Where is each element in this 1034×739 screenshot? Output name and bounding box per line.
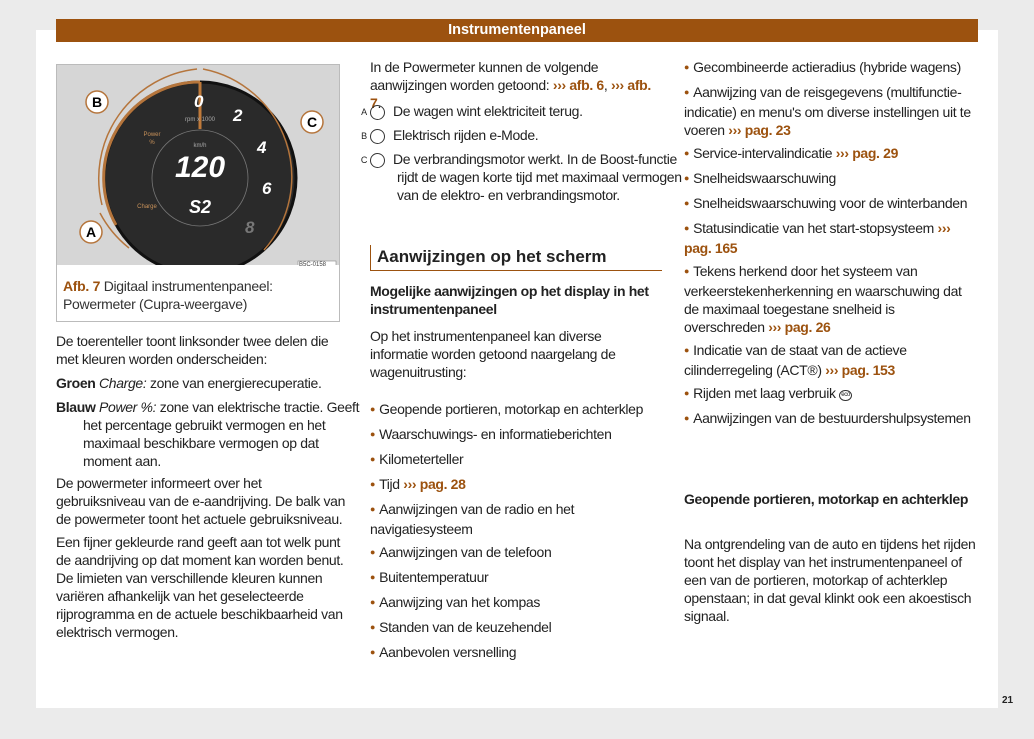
gauge-illustration <box>57 65 339 265</box>
col3-p: Na ontgrendeling van de auto en tijdens het rijden toont het display van het instrumentenpaneel of een van de portieren, motorkap of achterklep openstaan; in dat geval klinkt ook een akoestisch signaal. <box>684 536 976 624</box>
tick-2: 2 <box>233 106 243 125</box>
col1-p1: De toerenteller toont linksonder twee delen die met kleuren worden onderscheiden: <box>56 333 329 367</box>
speed-unit: km/h <box>193 143 207 149</box>
callout-c: C <box>306 114 318 130</box>
list-item: ● Buitentemperatuur <box>370 568 662 588</box>
callout-b: B <box>91 94 103 110</box>
list-item: ● Waarschuwings- en informatieberichten <box>370 425 662 445</box>
gear: S2 <box>188 197 212 217</box>
legend-c: C De verbrandingsmotor werkt. In de Boost-functie rijdt de wagen korte tijd met maximaal vermogen van de elektro- en verbrandingsmotor. <box>360 151 682 203</box>
link-pag-28[interactable]: ››› pag. 28 <box>403 476 466 492</box>
col2-subheading: Mogelijke aanwijzingen op het display in het instrumentenpaneel <box>370 283 649 317</box>
link-pag-153[interactable]: ››› pag. 153 <box>825 362 895 378</box>
link-pag-29[interactable]: ››› pag. 29 <box>835 145 899 161</box>
section-header: Instrumentenpaneel <box>56 19 978 42</box>
power-label: Power <box>143 132 161 138</box>
link-pag-26[interactable]: ››› pag. 26 <box>768 319 831 335</box>
page-number: 21 <box>1002 695 1014 706</box>
link-pag-165[interactable]: ››› pag. 165 <box>684 220 951 256</box>
col1-groen: Groen Charge: zone van energierecuperatie. <box>56 375 322 391</box>
list-item: ● Rijden met laag verbruik eco <box>684 384 978 404</box>
link-afb-7[interactable]: ››› afb. 7 <box>370 77 651 111</box>
col3-bullets <box>684 58 978 434</box>
col2-p: Op het instrumentenpaneel kan diverse informatie worden getoond naargelang de wagenuitrusting: <box>370 328 616 380</box>
link-pag-23[interactable]: ››› pag. 23 <box>728 122 791 138</box>
speed: 120 <box>174 151 226 184</box>
list-item: ● Standen van de keuzehendel <box>370 618 662 638</box>
list-item: ● Tekens herkend door het systeem van verkeerstekenherkenning en waarschuwing dat de maximaal toegestane snelheid is overschreden ››› pag. 26 <box>684 262 978 336</box>
col3-subheading: Geopende portieren, motorkap en achterklep <box>684 491 969 507</box>
col1-p3: Een fijner gekleurde rand geeft aan tot welk punt de aandrijving op dat moment kan worden benut. De limieten van verschillende kleuren kunnen variëren afhankelijk van het geselecteerde rijprogramma en de actuele beschikbaarheid van elektrisch vermogen. <box>56 534 344 640</box>
list-item: ● Aanbevolen versnelling <box>370 643 662 663</box>
list-item: ● Statusindicatie van het start-stopsysteem ››› pag. 165 <box>684 219 978 257</box>
link-afb-6[interactable]: ››› afb. 6 <box>552 77 604 93</box>
col1-p2: De powermeter informeert over het gebruiksniveau van de e-aandrijving. De balk van de powermeter toont het actuele gebruiksniveau. <box>56 475 346 527</box>
section-heading: Aanwijzingen op het scherm <box>370 245 662 271</box>
figure-code: B5C-0158 <box>299 262 327 268</box>
figure-caption: Afb. 7 Digitaal instrumentenpaneel: Powermeter (Cupra-weergave) <box>63 278 273 312</box>
list-item: ● Kilometerteller <box>370 450 662 470</box>
list-item: ● Indicatie van de staat van de actieve cilinderregeling (ACT®) ››› pag. 153 <box>684 341 978 379</box>
list-item: ● Geopende portieren, motorkap en achterklep <box>370 400 662 420</box>
legend-a: A De wagen wint elektriciteit terug. <box>361 103 583 119</box>
list-item: ● Snelheidswaarschuwing voor de winterbanden <box>684 194 978 214</box>
legend-b: B Elektrisch rijden e-Mode. <box>361 127 539 143</box>
charge-label: Charge <box>137 204 157 210</box>
list-item: ● Aanwijzingen van de radio en het navigatiesysteem <box>370 500 662 538</box>
col2-intro: In de Powermeter kunnen de volgende aanwijzingen worden getoond: ››› afb. 6, ››› afb. 7. <box>370 59 651 111</box>
col2-bullets <box>370 400 662 668</box>
list-item: ● Snelheidswaarschuwing <box>684 169 978 189</box>
tick-4: 4 <box>257 138 267 157</box>
list-item: ● Aanwijzingen van de telefoon <box>370 543 662 563</box>
list-item: ● Service-intervalindicatie ››› pag. 29 <box>684 144 978 164</box>
list-item: ● Gecombineerde actieradius (hybride wagens) <box>684 58 978 78</box>
figure-powermeter <box>56 64 340 322</box>
tick-8: 8 <box>245 218 255 237</box>
power-unit: % <box>149 140 155 146</box>
tick-0: 0 <box>194 92 204 111</box>
callout-a: A <box>85 224 97 240</box>
list-item: ● Aanwijzingen van de bestuurdershulpsystemen <box>684 409 978 429</box>
rpm-unit: rpm x 1000 <box>184 117 216 123</box>
list-item: ● Tijd ››› pag. 28 <box>370 475 662 495</box>
list-item: ● Aanwijzing van het kompas <box>370 593 662 613</box>
list-item: ● Aanwijzing van de reisgegevens (multifunctie-indicatie) en menu's om diverse instellingen uit te voeren ››› pag. 23 <box>684 83 978 139</box>
tick-6: 6 <box>262 179 272 198</box>
figure-label: Afb. 7 <box>63 278 101 294</box>
col1-blauw: Blauw Power %: zone van elektrische tractie. Geeft het percentage gebruikt vermogen en het maximaal beschikbare vermogen op dat moment aan. <box>56 399 360 469</box>
eco-icon: eco <box>839 390 852 401</box>
